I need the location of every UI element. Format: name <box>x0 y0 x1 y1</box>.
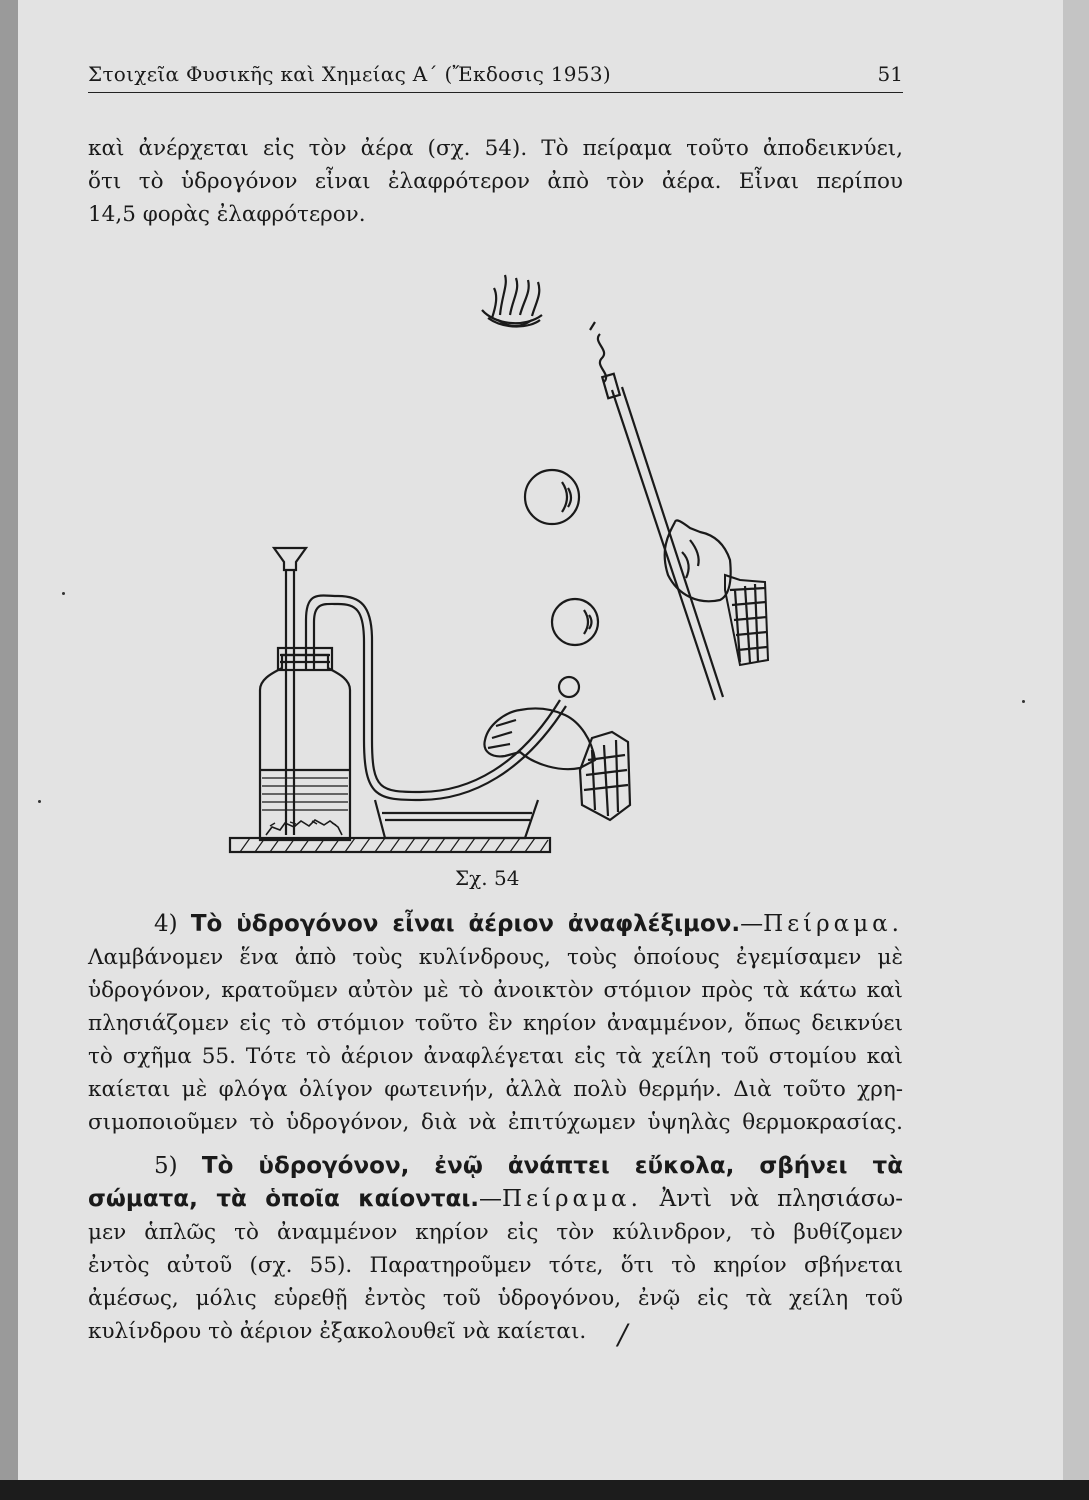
base-board <box>230 838 550 852</box>
experiment-label: Πείραμα. <box>502 1186 642 1212</box>
page-edge-right <box>1063 0 1089 1500</box>
text-line: καίεται μὲ φλόγα ὀλίγον φωτεινήν, ἀλλὰ πολὺ θερμήν. Διὰ τοῦτο χρη- <box>88 1077 903 1102</box>
text-line: ὅτι τὸ ὑδρογόνον εἶναι ἐλαφρότερον ἀπὸ τὸν ἀέρα. Εἶναι περίπου <box>88 169 903 194</box>
text-line: πλησιάζομεν εἰς τὸ στόμιον τοῦτο ἓν κηρίον ἀναμμένον, ὅπως δεικνύει <box>88 1011 903 1036</box>
dash: — <box>740 911 764 937</box>
scan-border-bottom <box>0 1480 1089 1500</box>
lower-hand-icon <box>484 708 630 820</box>
header-title: Στοιχεῖα Φυσικῆς καὶ Χημείας Α΄ (Ἔκδοσις 1953) <box>88 62 611 86</box>
running-header <box>88 62 903 93</box>
text-line: ἐντὸς αὐτοῦ (σχ. 55). Παρατηροῦμεν τότε, ὅτι τὸ κηρίον σβήνεται <box>88 1253 903 1278</box>
section-heading-cont: σώματα, τὰ ὁποῖα καίονται. <box>88 1186 480 1212</box>
scan-speck <box>62 592 65 595</box>
section-5-paragraph <box>88 1150 903 1348</box>
flame-icon <box>482 275 542 327</box>
bubble-icon <box>552 599 598 645</box>
section-5-heading-line <box>88 1150 903 1183</box>
figure-caption: Σχ. 54 <box>455 866 520 890</box>
section-number: 5) <box>154 1153 178 1179</box>
scan-speck <box>38 800 41 803</box>
section-heading: Τὸ ὑδρογόνον εἶναι ἀέριον ἀναφλέξιμον. <box>190 911 741 937</box>
text-line: μεν ἁπλῶς τὸ ἀναμμένον κηρίον εἰς τὸν κύλινδρον, τὸ βυθίζομεν <box>88 1220 903 1245</box>
text-line: ἀμέσως, μόλις εὑρεθῇ ἐντὸς τοῦ ὑδρογόνου, ἐνῷ εἰς τὰ χείλη τοῦ <box>88 1286 903 1311</box>
section-number: 4) <box>154 911 178 937</box>
basin <box>375 800 538 838</box>
page-edge-left <box>0 0 18 1500</box>
gas-bottle <box>260 548 566 840</box>
experiment-label: Πείραμα. <box>763 911 903 937</box>
text-line: ὑδρογόνον, κρατοῦμεν αὐτὸν μὲ τὸ ἀνοικτὸν στόμιον πρὸς τὰ κάτω καὶ <box>88 978 903 1003</box>
section-4-paragraph <box>88 908 903 1139</box>
text-line: 14,5 φορὰς ἐλαφρότερον. <box>88 202 366 227</box>
section-heading: Τὸ ὑδρογόνον, ἐνῷ ἀνάπτει εὔκολα, σβήνει τὰ <box>201 1153 903 1179</box>
text-fragment: Ἀντὶ νὰ πλησιάσω- <box>659 1186 904 1212</box>
scan-speck <box>1022 700 1025 703</box>
figure-54-illustration <box>220 260 780 870</box>
intro-paragraph <box>88 132 903 231</box>
pencil-mark: / <box>618 1318 628 1351</box>
text-line: σιμοποιοῦμεν τὸ ὑδρογόνον, διὰ νὰ ἐπιτύχωμεν ὑψηλὰς θερμοκρασίας. <box>88 1110 903 1135</box>
bubble-icon <box>525 470 579 524</box>
page-number: 51 <box>877 62 903 86</box>
dash: — <box>479 1186 503 1212</box>
section-5-heading-line-2 <box>88 1183 903 1216</box>
text-line: Λαμβάνομεν ἕνα ἀπὸ τοὺς κυλίνδρους, τοὺς ὁποίους ἐγεμίσαμεν μὲ <box>88 945 903 970</box>
text-line: τὸ σχῆμα 55. Τότε τὸ ἀέριον ἀναφλέγεται εἰς τὰ χείλη τοῦ στομίου καὶ <box>88 1044 903 1069</box>
taper-rod <box>612 387 723 700</box>
section-4-heading-line <box>88 908 903 941</box>
text-line: κυλίνδρου τὸ ἀέριον ἐξακολουθεῖ νὰ καίεται. <box>88 1319 587 1344</box>
text-line: καὶ ἀνέρχεται εἰς τὸν ἀέρα (σχ. 54). Τὸ πείραμα τοῦτο ἀποδεικνύει, <box>88 136 903 161</box>
